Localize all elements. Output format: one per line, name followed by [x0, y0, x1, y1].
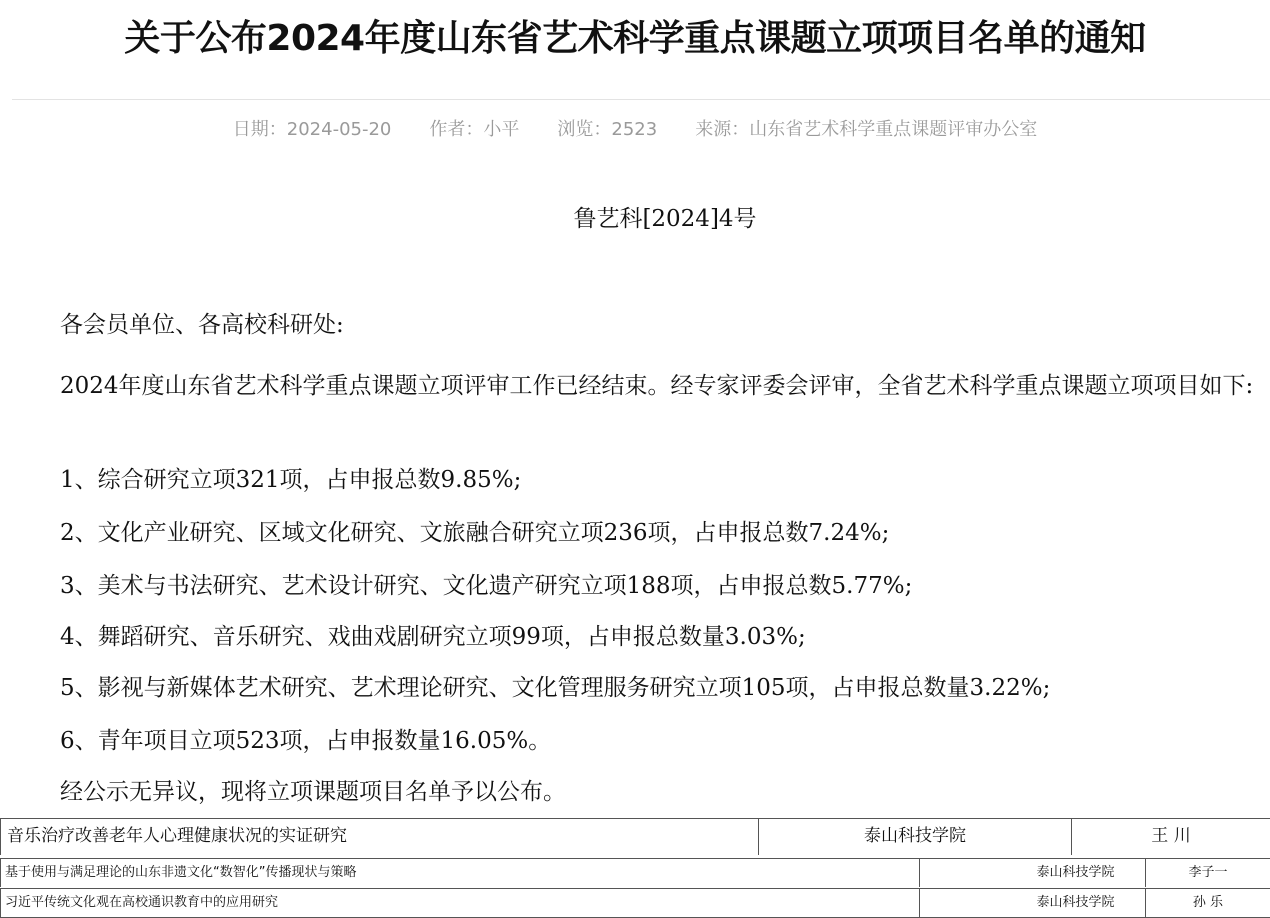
article-meta: [0, 118, 1270, 142]
list-item: 6、青年项目立项523项，占申报数量16.05%。: [60, 728, 552, 754]
table-row: [0, 888, 1270, 918]
article-title: 关于公布2024年度山东省艺术科学重点课题立项项目名单的通知: [124, 18, 1146, 59]
project-title-cell: 基于使用与满足理论的山东非遗文化“数智化”传播现状与策略: [0, 859, 919, 887]
list-item: 5、影视与新媒体艺术研究、艺术理论研究、文化管理服务研究立项105项，占申报总数量3.22%;: [60, 675, 1051, 701]
project-title-cell: 音乐治疗改善老年人心理健康状况的实证研究: [0, 819, 758, 855]
meta-date: 日期：2024-05-20: [232, 119, 392, 140]
meta-source: 来源：山东省艺术科学重点课题评审办公室: [695, 119, 1038, 140]
table-row: [0, 818, 1270, 855]
salutation: 各会员单位、各高校科研处:: [60, 312, 344, 338]
list-item: 1、综合研究立项321项，占申报总数9.85%;: [60, 467, 522, 493]
person-cell: 孙 乐: [1145, 889, 1270, 917]
document-number: 鲁艺科[2024]4号: [573, 206, 757, 232]
table-row: [0, 858, 1270, 887]
meta-views: 浏览：2523: [557, 119, 658, 140]
list-item: 2、文化产业研究、区域文化研究、文旅融合研究立项236项，占申报总数7.24%;: [60, 520, 890, 546]
institution-cell: 泰山科技学院: [758, 819, 1071, 855]
project-title-cell: 习近平传统文化观在高校通识教育中的应用研究: [0, 889, 919, 917]
list-item: 4、舞蹈研究、音乐研究、戏曲戏剧研究立项99项，占申报总数量3.03%;: [60, 624, 806, 650]
institution-cell: 泰山科技学院: [919, 859, 1145, 887]
institution-cell: 泰山科技学院: [919, 889, 1145, 917]
body-paragraph: 2024年度山东省艺术科学重点课题立项评审工作已经结束。经专家评委会评审，全省艺术科学重点课题立项项目如下:: [60, 373, 1254, 399]
meta-author: 作者：小平: [429, 119, 520, 140]
person-cell: 王 川: [1071, 819, 1270, 855]
list-item: 3、美术与书法研究、艺术设计研究、文化遗产研究立项188项，占申报总数5.77%;: [60, 573, 913, 599]
closing-paragraph: 经公示无异议，现将立项课题项目名单予以公布。: [60, 779, 566, 805]
title-divider: [12, 99, 1270, 100]
person-cell: 李子一: [1145, 859, 1270, 887]
